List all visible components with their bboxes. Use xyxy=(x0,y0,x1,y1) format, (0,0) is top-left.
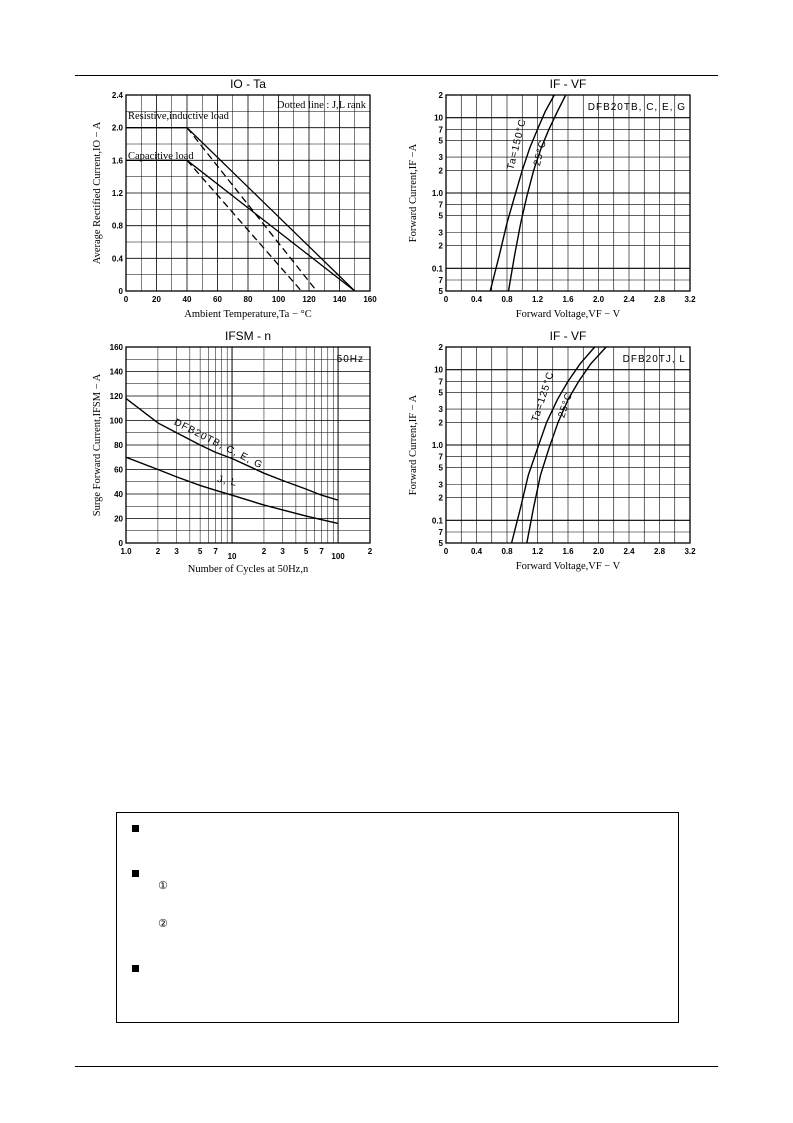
y-tick-label: 0 xyxy=(118,287,123,296)
y-tick-label: 10 xyxy=(434,113,443,123)
y-tick-label: 140 xyxy=(109,367,123,377)
annotation-capacitive: Capacitive load xyxy=(128,151,194,162)
annotation-resistive: Resistive,inductive load xyxy=(128,111,229,122)
x-tick-label: 0 xyxy=(443,295,449,304)
x-axis-label: Forward Voltage,VF − V xyxy=(515,561,621,572)
x-tick-label: 100 xyxy=(271,295,286,304)
x-tick-label: 2 xyxy=(155,547,161,556)
y-tick-label: 5 xyxy=(438,136,443,146)
part-number-label: DFB20TJ, L xyxy=(622,354,686,365)
x-tick-label: 20 xyxy=(152,295,161,304)
y-tick-label: 80 xyxy=(114,441,123,450)
x-tick-label: 140 xyxy=(332,295,347,304)
x-tick-label: 2.8 xyxy=(653,295,666,304)
x-axis-label: Ambient Temperature,Ta − °C xyxy=(184,309,312,320)
x-tick-label: 5 xyxy=(197,547,203,556)
y-tick-label: 20 xyxy=(114,514,123,524)
y-tick-label: 5 xyxy=(438,211,443,221)
y-tick-label: 0 xyxy=(118,539,123,548)
y-tick-label: 1.6 xyxy=(111,156,123,166)
y-tick-label: 7 xyxy=(438,275,443,285)
y-tick-label: 3 xyxy=(438,405,443,415)
chart-io-ta xyxy=(80,76,390,326)
y-tick-label: 160 xyxy=(109,343,123,352)
y-axis-label: Average Rectified Current,IO − A xyxy=(92,121,103,265)
y-tick-label: 0.4 xyxy=(111,254,123,264)
y-tick-label: 0.1 xyxy=(431,264,443,274)
y-tick-label: 5 xyxy=(438,388,443,398)
x-tick-label: 3.2 xyxy=(684,547,696,556)
x-tick-label: 120 xyxy=(302,295,316,304)
chart-title: IF - VF xyxy=(549,77,587,91)
x-tick-label: 0.4 xyxy=(470,547,483,556)
y-tick-label: 2.4 xyxy=(111,91,123,100)
x-tick-label: 100 xyxy=(331,552,345,561)
x-tick-label: 0 xyxy=(123,295,129,304)
y-tick-label: 0.1 xyxy=(431,516,443,526)
y-tick-label: 1.0 xyxy=(431,441,443,450)
x-tick-label: 3 xyxy=(280,547,285,556)
x-tick-label: 1.2 xyxy=(531,295,544,304)
x-tick-label: 2 xyxy=(367,547,373,556)
x-tick-label: 80 xyxy=(243,295,253,304)
sub-marker-2: ② xyxy=(158,917,168,930)
y-tick-label: 7 xyxy=(438,452,443,462)
y-tick-label: 7 xyxy=(438,527,443,537)
y-tick-label: 2 xyxy=(438,166,443,176)
x-tick-label: 2 xyxy=(261,547,267,556)
x-tick-label: 1.0 xyxy=(120,547,132,556)
y-tick-label: 7 xyxy=(438,125,443,135)
y-tick-label: 7 xyxy=(438,377,443,387)
x-tick-label: 2.0 xyxy=(592,547,605,556)
y-tick-label: 7 xyxy=(438,200,443,210)
x-tick-label: 0.8 xyxy=(501,295,513,304)
y-tick-label: 0.8 xyxy=(111,221,123,231)
y-tick-label: 60 xyxy=(114,465,123,475)
y-tick-label: 3 xyxy=(438,153,443,163)
bottom-rule xyxy=(75,1066,718,1067)
y-tick-label: 40 xyxy=(114,490,123,499)
frequency-label: 50Hz xyxy=(336,354,364,365)
y-tick-label: 2 xyxy=(438,418,443,428)
x-tick-label: 5 xyxy=(303,547,309,556)
chart-title: IO - Ta xyxy=(230,77,266,91)
annotation-dotted-line: Dotted line : J,L rank xyxy=(276,100,366,111)
x-tick-label: 0.8 xyxy=(501,547,513,556)
x-tick-label: 10 xyxy=(227,552,237,561)
bullet-square-icon xyxy=(132,965,139,972)
y-tick-label: 10 xyxy=(434,365,443,375)
chart-if-vf-1 xyxy=(400,76,710,326)
x-tick-label: 0.4 xyxy=(470,295,483,304)
chart-if-vf-1-svg xyxy=(400,76,710,326)
x-tick-label: 3.2 xyxy=(684,295,696,304)
curve-label-room: 25°C xyxy=(531,138,549,168)
chart-ifsm-n xyxy=(80,328,390,578)
x-tick-label: 7 xyxy=(213,547,218,556)
y-tick-label: 2 xyxy=(438,91,443,100)
x-tick-label: 2.4 xyxy=(623,547,635,556)
x-tick-label: 160 xyxy=(363,295,377,304)
sub-marker-1: ① xyxy=(158,879,168,892)
chart-ifsm-n-svg xyxy=(80,328,390,578)
chart-io-ta-svg xyxy=(80,76,390,326)
chart-if-vf-2-svg xyxy=(400,328,710,578)
y-tick-label: 5 xyxy=(438,463,443,473)
chart-if-vf-2 xyxy=(400,328,710,578)
x-tick-label: 0 xyxy=(443,547,449,556)
y-tick-label: 1.0 xyxy=(431,189,443,198)
curve-label-hot: Ta=125°C xyxy=(530,370,557,424)
y-tick-label: 3 xyxy=(438,480,443,490)
x-axis-label: Forward Voltage,VF − V xyxy=(515,309,621,320)
x-tick-label: 60 xyxy=(213,295,222,304)
chart-title: IFSM - n xyxy=(224,329,272,343)
y-tick-label: 2 xyxy=(438,343,443,352)
chart-title: IF - VF xyxy=(549,329,587,343)
x-tick-label: 1.6 xyxy=(562,295,574,304)
y-tick-label: 2 xyxy=(438,241,443,251)
bullet-square-icon xyxy=(132,825,139,832)
y-tick-label: 2.0 xyxy=(111,123,123,133)
curve-label-jl: J, L xyxy=(216,473,239,489)
x-axis-label: Number of Cycles at 50Hz,n xyxy=(187,564,309,575)
y-tick-label: 100 xyxy=(109,416,123,426)
y-tick-label: 5 xyxy=(438,539,443,548)
y-axis-label: Forward Current,IF − A xyxy=(408,394,419,496)
x-tick-label: 1.6 xyxy=(562,547,574,556)
y-tick-label: 120 xyxy=(109,392,123,401)
curve-label-room: 25°C xyxy=(556,390,576,420)
y-axis-label: Surge Forward Current,IFSM − A xyxy=(92,373,103,517)
x-tick-label: 3 xyxy=(174,547,179,556)
y-tick-label: 5 xyxy=(438,287,443,296)
y-tick-label: 2 xyxy=(438,493,443,503)
x-tick-label: 1.2 xyxy=(531,547,544,556)
x-tick-label: 7 xyxy=(319,547,324,556)
curve-label-tb: DFB20TB, C, E, G xyxy=(172,417,265,472)
x-tick-label: 40 xyxy=(182,295,192,304)
bullet-square-icon xyxy=(132,870,139,877)
x-tick-label: 2.8 xyxy=(653,547,666,556)
curve-label-hot: Ta=150°C xyxy=(505,117,529,172)
part-number-label: DFB20TB, C, E, G xyxy=(587,102,686,113)
notes-box xyxy=(116,812,679,1023)
x-tick-label: 2.0 xyxy=(592,295,605,304)
y-axis-label: Forward Current,IF −A xyxy=(408,143,419,243)
y-tick-label: 1.2 xyxy=(111,189,123,198)
x-tick-label: 2.4 xyxy=(623,295,635,304)
y-tick-label: 3 xyxy=(438,228,443,238)
